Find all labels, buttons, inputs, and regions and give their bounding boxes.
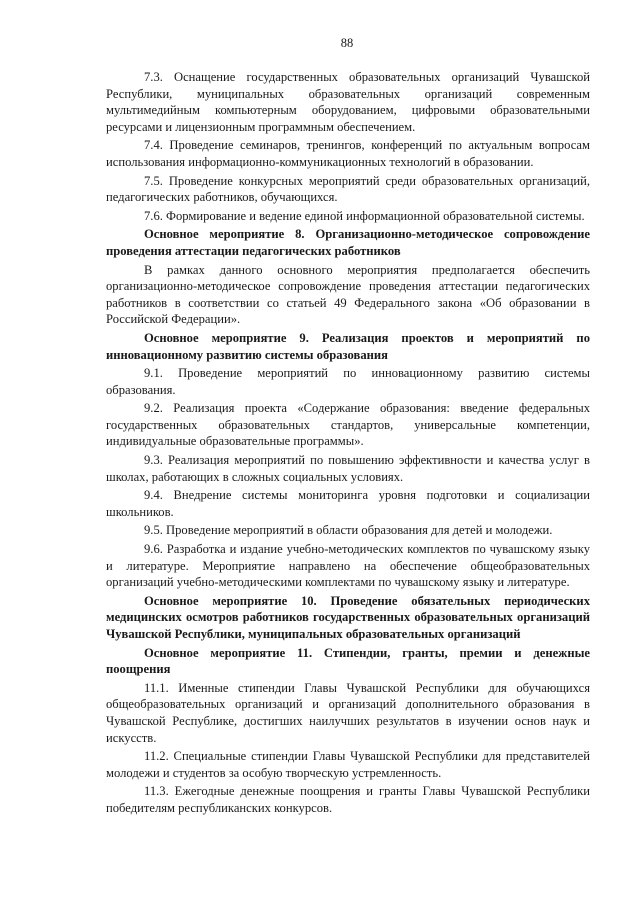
body-paragraph: 9.3. Реализация мероприятий по повышению эффективности и качества услуг в школах, работающих в сложных социальных условиях.: [106, 453, 590, 484]
body-paragraph: 9.2. Реализация проекта «Содержание образования: введение федеральных государственных образовательных стандартов, универсальные компетенции, индивидуальные образовательные программы».: [106, 401, 590, 449]
section-heading: Основное мероприятие 9. Реализация проектов и мероприятий по инновационному развитию системы образования: [106, 330, 590, 362]
body-paragraph: 9.6. Разработка и издание учебно-методических комплектов по чувашскому языку и литературе. Мероприятие направлено на обеспечение общеобразовательных организаций учебно-методическими комплектами по чувашскому языку и литературе.: [106, 542, 590, 590]
body-paragraph: 7.4. Проведение семинаров, тренингов, конференций по актуальным вопросам использования информационно-коммуникационных технологий в образовании.: [106, 138, 590, 169]
body-paragraph: В рамках данного основного мероприятия предполагается обеспечить организационно-методическое сопровождение проведения аттестации педагогических работников в соответствии со статьей 49 Федерального закона «Об образовании в Российской Федерации».: [106, 262, 590, 327]
document-body: [106, 69, 590, 817]
section-heading: Основное мероприятие 10. Проведение обязательных периодических медицинских осмотров работников государственных образовательных организаций Чувашской Республики, муниципальных образовательных организаций: [106, 593, 590, 641]
body-paragraph: 11.2. Специальные стипендии Главы Чувашской Республики для представителей молодежи и студентов за особую творческую устремленность.: [106, 749, 590, 780]
body-paragraph: 7.6. Формирование и ведение единой информационной образовательной системы.: [144, 208, 585, 223]
body-paragraph: 11.1. Именные стипендии Главы Чувашской Республики для обучающихся общеобразовательных организаций и организаций дополнительного образования в Чувашской Республике, достигших наилучших результатов в изучении основ наук и искусств.: [106, 680, 590, 745]
body-paragraph: 7.3. Оснащение государственных образовательных организаций Чувашской Республики, муниципальных образовательных организаций современным мультимедийным компьютерным оборудованием, цифровыми образовательными ресурсами и лицензионным программным обеспечением.: [106, 70, 590, 134]
body-paragraph: 11.3. Ежегодные денежные поощрения и гранты Главы Чувашской Республики победителям республиканских конкурсов.: [106, 784, 590, 815]
page-number: 88: [340, 36, 354, 50]
body-paragraph: 7.5. Проведение конкурсных мероприятий среди образовательных организаций, педагогических работников, обучающихся.: [106, 173, 590, 205]
body-paragraph: 9.5. Проведение мероприятий в области образования для детей и молодежи.: [144, 523, 553, 538]
section-heading: Основное мероприятие 11. Стипендии, гранты, премии и денежные поощрения: [106, 645, 590, 677]
body-paragraph: 9.1. Проведение мероприятий по инновационному развитию системы образования.: [106, 366, 590, 397]
body-paragraph: 9.4. Внедрение системы мониторинга уровня подготовки и социализации школьников.: [106, 488, 590, 519]
section-heading: Основное мероприятие 8. Организационно-методическое сопровождение проведения аттестации педагогических работников: [106, 227, 590, 258]
